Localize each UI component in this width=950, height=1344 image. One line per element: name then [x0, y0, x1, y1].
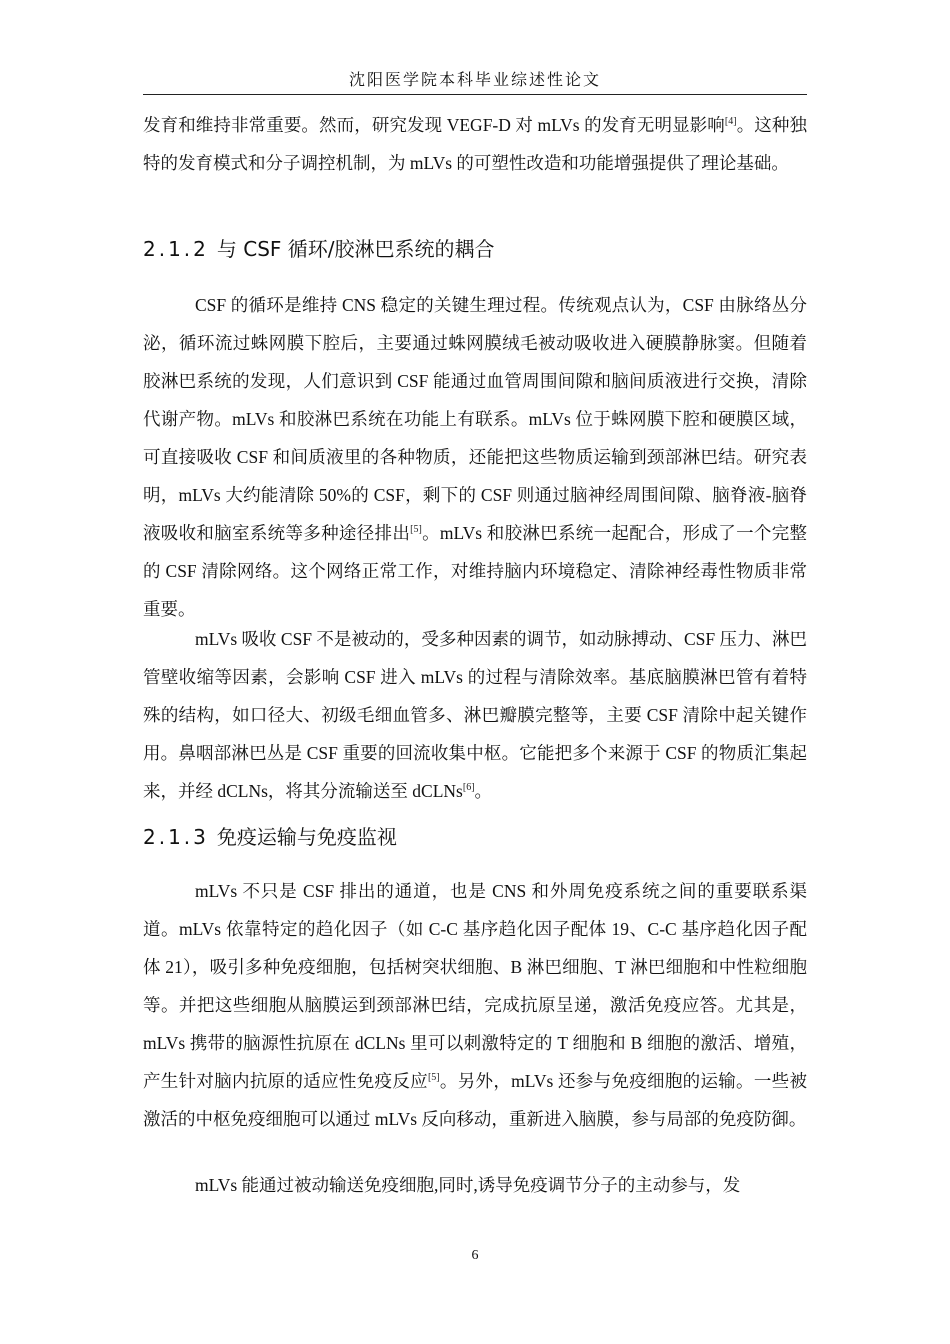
section-number: 2.1.2: [143, 237, 209, 261]
citation-ref: [6]: [462, 782, 475, 794]
section-number: 2.1.3: [143, 825, 209, 849]
paragraph-text: 发育和维持非常重要。然而，研究发现 VEGF-D 对 mLVs 的发育无明显影响: [143, 115, 725, 135]
paragraph-immune-transport: [143, 872, 807, 1138]
paragraph-immune-regulation: [143, 1166, 807, 1204]
paragraph-text: CSF 的循环是维持 CNS 稳定的关键生理过程。传统观点认为，CSF 由脉络丛分泌，循环流过蛛网膜下腔后，主要通过蛛网膜绒毛被动吸收进入硬膜静脉窦。但随着胶淋巴系统的发现，人们意识到 CSF 能通过血管周围间隙和脑间质液进行交换，清除代谢产物。mLVs 和胶淋巴系统在功能上有联系。mLVs 位于蛛网膜下腔和硬膜区域，可直接吸收 CSF 和间质液里的各种物质，还能把这些物质运输到颈部淋巴结。研究表明，mLVs 大约能清除 50%的 CSF，剩下的 CSF 则通过脑神经周围间隙、脑脊液-脑脊液吸收和脑室系统等多种途径排出: [143, 295, 807, 543]
paragraph-csf-absorption: [143, 620, 807, 810]
paragraph-text: 。另外，mLVs 还参与免疫细胞的运输。一些被激活的中枢免疫细胞可以通过 mLVs 反向移动，重新进入脑膜，参与局部的免疫防御。: [143, 1071, 807, 1129]
paragraph-csf-circulation: [143, 286, 807, 628]
paragraph-text: mLVs 不只是 CSF 排出的通道，也是 CNS 和外周免疫系统之间的重要联系渠道。mLVs 依靠特定的趋化因子（如 C-C 基序趋化因子配体 19、C-C 基序趋化因子配体 21），吸引多种免疫细胞，包括树突状细胞、B 淋巴细胞、T 淋巴细胞和中性粒细胞等。并把这些细胞从脑膜运到颈部淋巴结，完成抗原呈递，激活免疫应答。尤其是，mLVs 携带的脑源性抗原在 dCLNs 里可以刺激特定的 T 细胞和 B 细胞的激活、增殖，产生针对脑内抗原的适应性免疫反应: [143, 881, 807, 1091]
header-rule: [143, 94, 807, 95]
paragraph-text: 。这种独特的发育模式和分子调控机制，为 mLVs 的可塑性改造和功能增强提供了理论基础。: [143, 115, 808, 173]
paragraph-text: mLVs 能通过被动输送免疫细胞,同时,诱导免疫调节分子的主动参与，发: [195, 1175, 741, 1195]
section-heading-2-1-2: [143, 234, 807, 264]
page-number: 6: [471, 1248, 479, 1263]
continued-paragraph: [143, 106, 807, 182]
paragraph-text: 。mLVs 和胶淋巴系统一起配合，形成了一个完整的 CSF 清除网络。这个网络正常工作，对维持脑内环境稳定、清除神经毒性物质非常重要。: [143, 523, 807, 619]
section-title: 免疫运输与免疫监视: [216, 825, 397, 849]
citation-ref: [5]: [410, 524, 422, 536]
paragraph-text: mLVs 吸收 CSF 不是被动的，受多种因素的调节，如动脉搏动、CSF 压力、淋巴管壁收缩等因素，会影响 CSF 进入 mLVs 的过程与清除效率。基底脑膜淋巴管有着特殊的结构，如口径大、初级毛细血管多、淋巴瓣膜完整等，主要 CSF 清除中起关键作用。鼻咽部淋巴丛是 CSF 重要的回流收集中枢。它能把多个来源于 CSF 的物质汇集起来，并经 dCLNs，将其分流输送至 dCLNs: [143, 629, 807, 801]
section-title: 与 CSF 循环/胶淋巴系统的耦合: [216, 237, 495, 261]
paragraph-text: 。: [474, 781, 493, 801]
citation-ref: [4]: [724, 116, 737, 128]
section-heading-2-1-3: [143, 822, 807, 852]
citation-ref: [5]: [427, 1072, 440, 1084]
running-header: 沈阳医学院本科毕业综述性论文: [348, 70, 601, 89]
